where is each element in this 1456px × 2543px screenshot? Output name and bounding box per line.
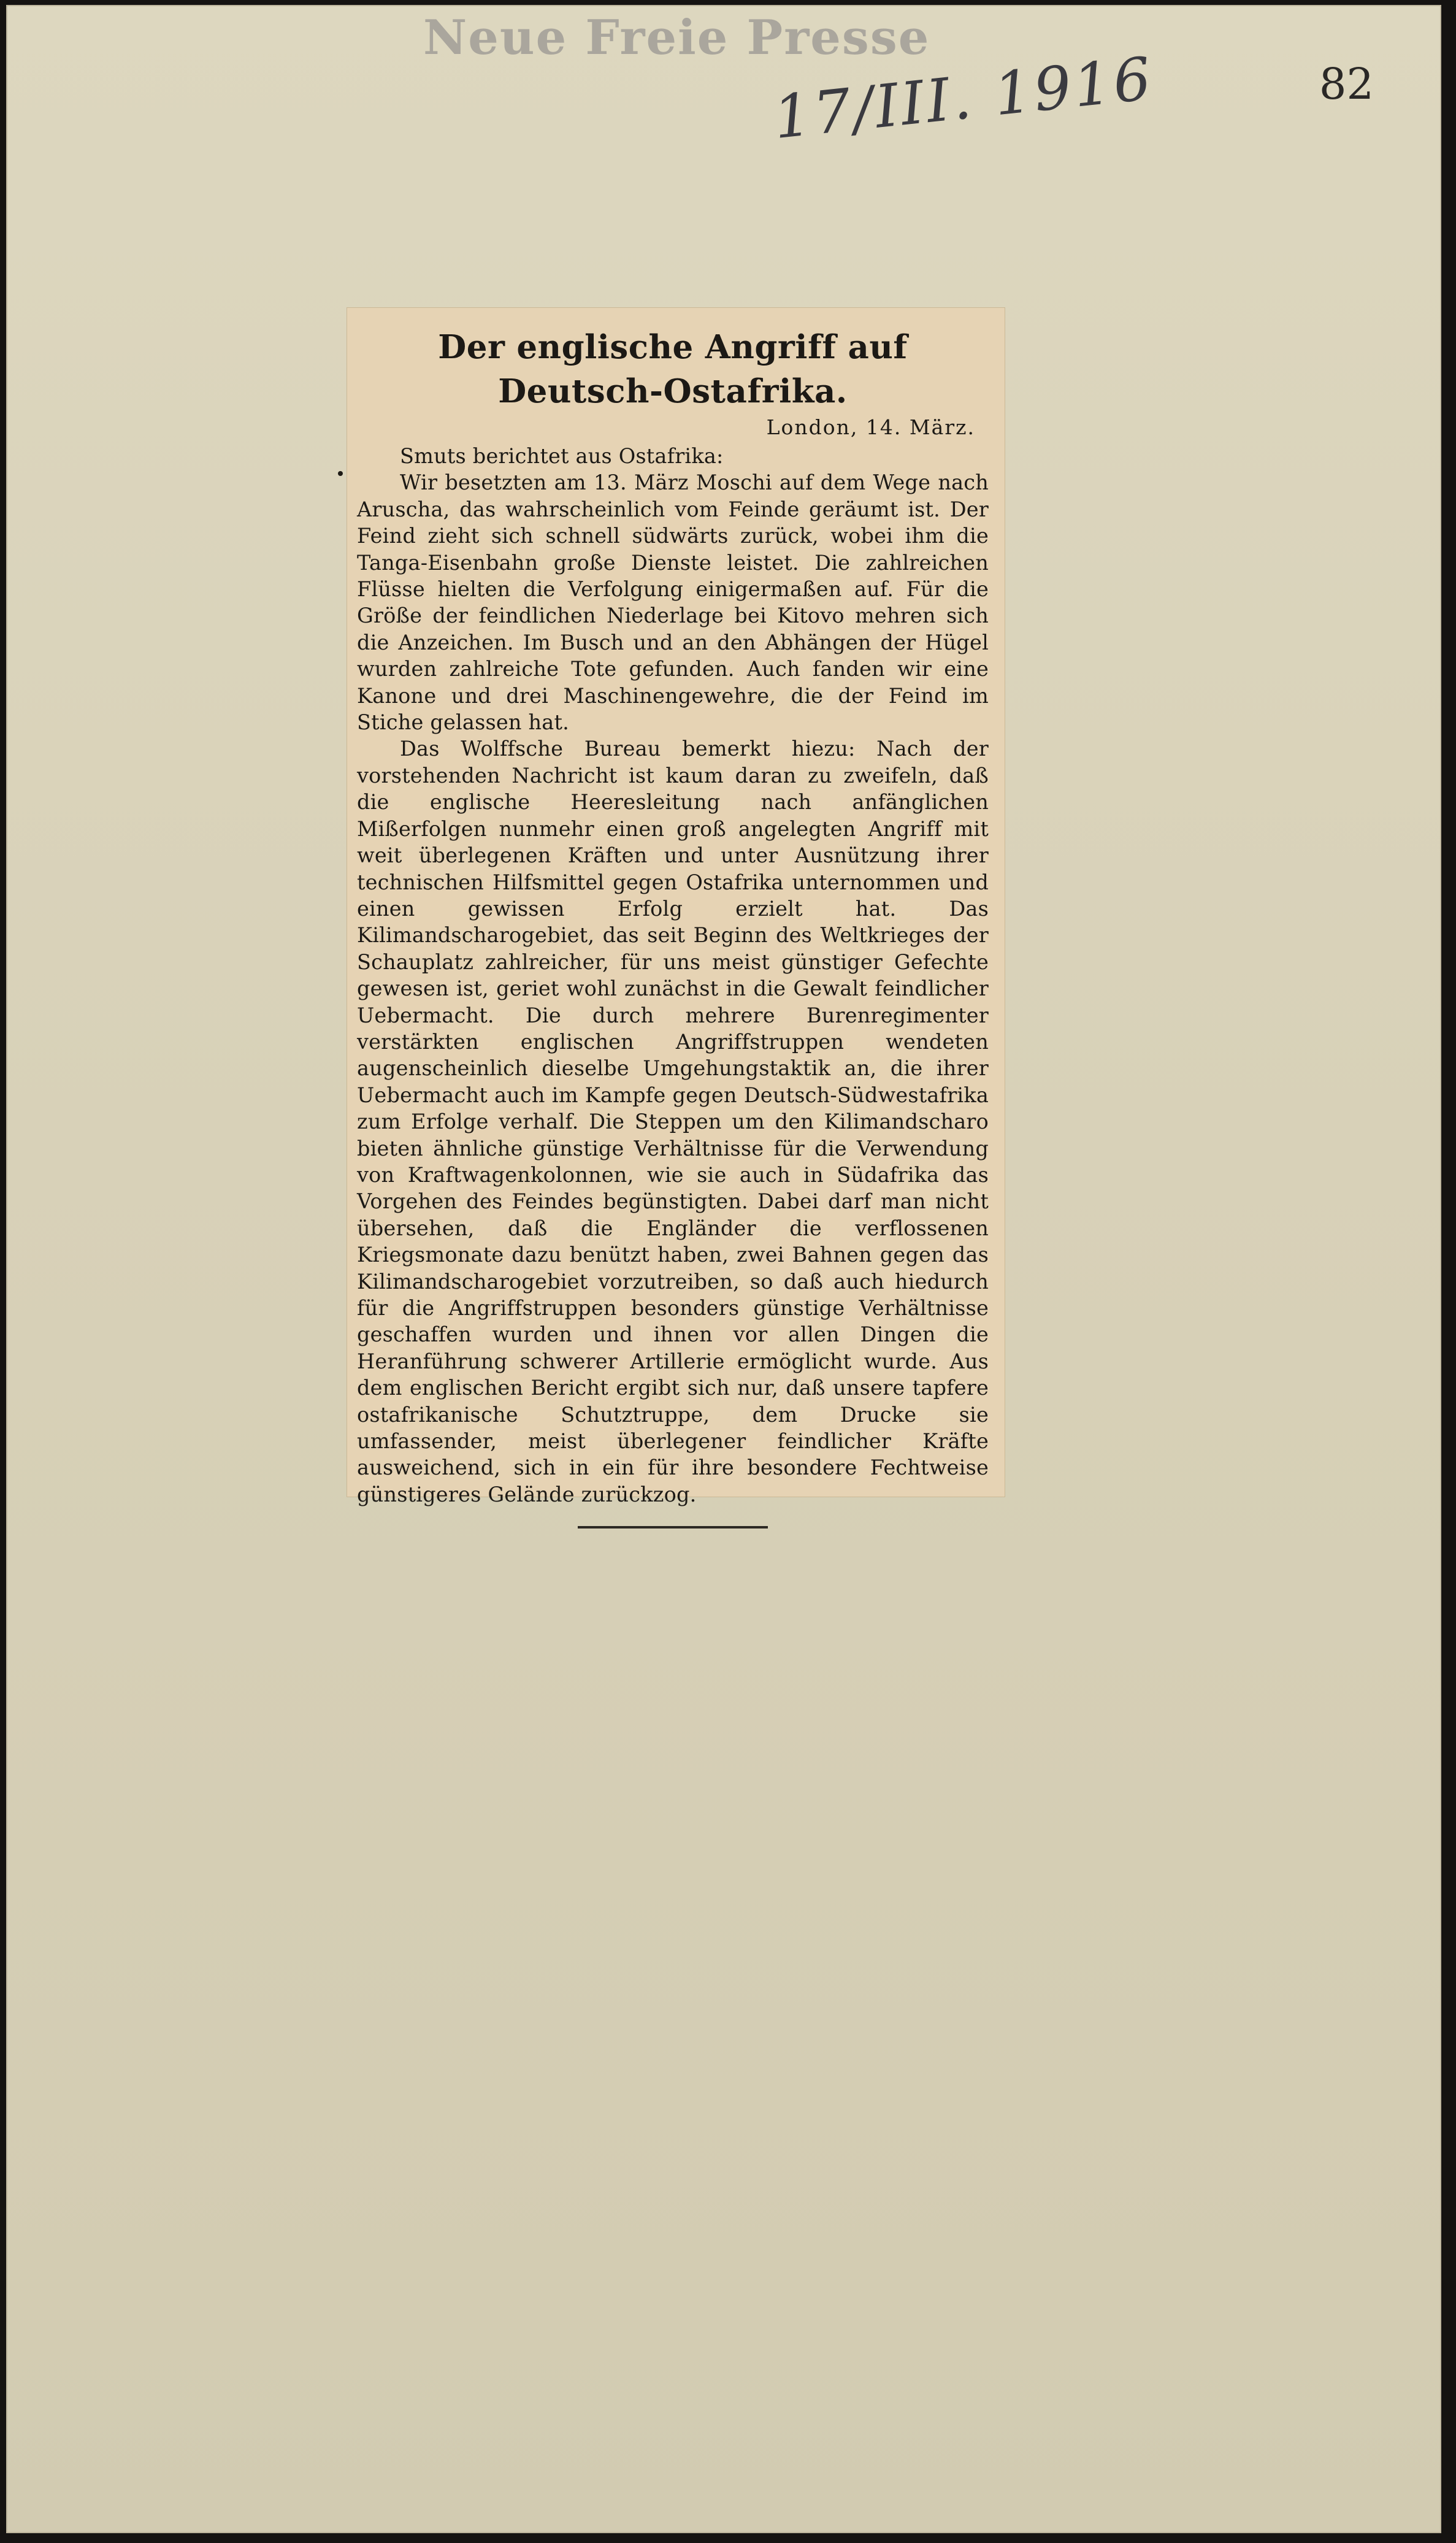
article-paragraph-report: Wir besetzten am 13. März Moschi auf dem Wege nach Aruscha, das wahrscheinlich vom Feinde geräumt ist. Der Feind zieht sich schnell südwärts zurück, wobei ihm die Tanga-Eisenbahn große Dienste leistet. Die zahlreichen Flüsse hielten die Verfolgung einigermaßen auf. Für die Größe der feindlichen Niederlage bei Kitovo mehren sich die Anzeichen. Im Busch und an den Abhängen der Hügel wurden zahlreiche Tote gefunden. Auch fanden wir eine Kanone und drei Maschinengewehre, die der Feind im Stiche gelassen hat. <box>357 470 989 735</box>
newspaper-stamp: Neue Freie Presse <box>423 10 930 66</box>
closing-rule <box>578 1526 768 1528</box>
archive-sheet <box>6 5 1441 2533</box>
page-number: 82 <box>1319 59 1374 109</box>
article-paragraph-commentary: Das Wolffsche Bureau bemerkt hiezu: Nach der vorstehenden Nachricht ist kaum daran zu zweifeln, daß die englische Heeresleitung nach anfänglichen Mißerfolgen nunmehr einen groß angelegten Angriff mit weit überlegenen Kräften und unter Ausnützung ihrer technischen Hilfsmittel gegen Ostafrika unternommen und einen gewissen Erfolg erzielt hat. Das Kilimandscharogebiet, das seit Beginn des Weltkrieges der Schauplatz zahlreicher, für uns meist günstiger Gefechte gewesen ist, geriet wohl zunächst in die Gewalt feindlicher Uebermacht. Die durch mehrere Burenregimenter verstärkten englischen Angriffstruppen wendeten augenscheinlich dieselbe Umgehungstaktik an, die ihrer Uebermacht auch im Kampfe gegen Deutsch-Südwestafrika zum Erfolge verhalf. Die Steppen um den Kilimandscharo bieten ähnliche günstige Verhältnisse für die Verwendung von Kraftwagenkolonnen, wie sie auch in Südafrika das Vorgehen des Feindes begünstigten. Dabei darf man nicht übersehen, daß die Engländer die verflossenen Kriegsmonate dazu benützt haben, zwei Bahnen gegen das Kilimandscharogebiet vorzutreiben, so daß auch hiedurch für die Angriffstruppen besonders günstige Verhältnisse geschaffen wurden und ihnen vor allen Dingen die Heranführung schwerer Artillerie ermöglicht wurde. Aus dem englischen Bericht ergibt sich nur, daß unsere tapfere ostafrikanische Schutztruppe, dem Drucke sie umfassender, meist überlegener feindlicher Kräfte ausweichend, sich in ein für ihre besondere Fechtweise günstigeres Gelände zurückzog. <box>357 737 989 1506</box>
article-paragraph-intro: Smuts berichtet aus Ostafrika: <box>400 444 724 468</box>
handwritten-date: 17/III. 1916 <box>770 44 1157 153</box>
article-dateline: London, 14. März. <box>766 415 975 439</box>
pin-hole <box>338 471 343 476</box>
newspaper-clipping <box>347 308 1005 1506</box>
article-title: Der englische Angriff auf Deutsch-Ostafrika. <box>438 328 908 410</box>
